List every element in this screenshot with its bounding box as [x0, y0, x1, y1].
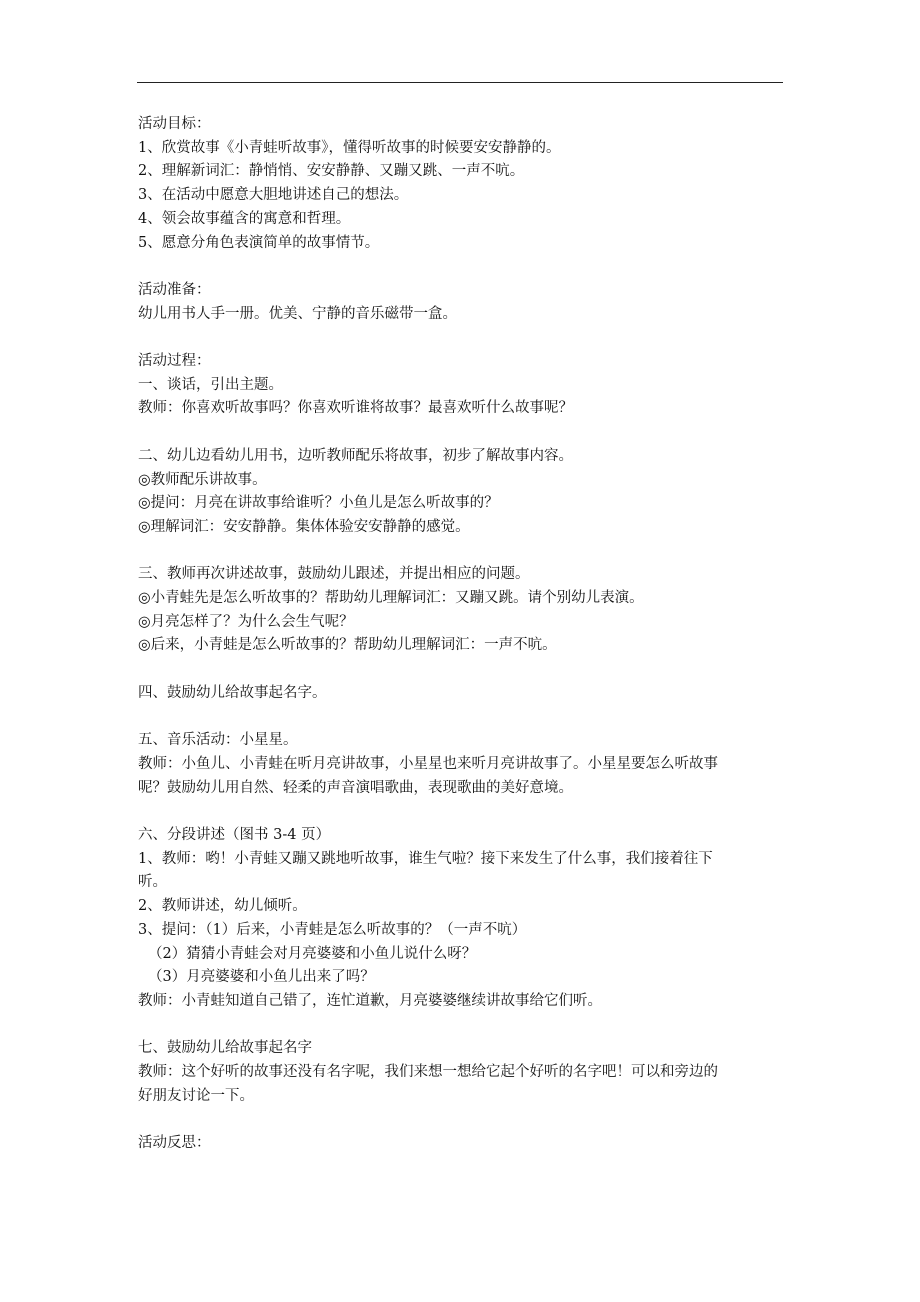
process-heading: 活动过程：	[138, 353, 211, 369]
spacer	[138, 540, 790, 564]
spacer	[138, 255, 790, 279]
goals-heading: 活动目标：	[138, 116, 211, 132]
prep-text: 幼儿用书人手一册。优美、宁静的音乐磁带一盒。	[138, 305, 457, 322]
step-line: ◎教师配乐讲故事。	[138, 471, 267, 488]
step-title: 四、鼓励幼儿给故事起名字。	[138, 684, 327, 701]
step-line: ◎理解词汇：安安静静。集体体验安安静静的感觉。	[138, 518, 470, 535]
step-title: 二、幼儿边看幼儿用书，边听教师配乐将故事，初步了解故事内容。	[138, 447, 573, 464]
step-line: 教师：小鱼儿、小青蛙在听月亮讲故事，小星星也来听月亮讲故事了。小星星要怎么听故事	[138, 755, 718, 772]
step-line: 好朋友讨论一下。	[138, 1087, 254, 1104]
step-line: 呢？鼓励幼儿用自然、轻柔的声音演唱歌曲，表现歌曲的美好意境。	[138, 779, 573, 796]
step-title: 六、分段讲述（图书 3-4 页）	[138, 826, 331, 843]
spacer	[138, 1108, 790, 1132]
goal-item: 5、愿意分角色表演简单的故事情节。	[138, 234, 380, 251]
step-line: 2、教师讲述，幼儿倾听。	[138, 898, 307, 915]
step-line: 3、提问：（1）后来，小青蛙是怎么听故事的？（一声不吭）	[138, 921, 527, 938]
step-title: 三、教师再次讲述故事，鼓励幼儿跟述，并提出相应的问题。	[138, 566, 530, 583]
document-body	[138, 113, 790, 1156]
spacer	[138, 800, 790, 824]
step-title: 一、谈话，引出主题。	[138, 376, 283, 393]
step-line: ◎小青蛙先是怎么听故事的？帮助幼儿理解词汇：又蹦又跳。请个别幼儿表演。	[138, 590, 644, 606]
header-rule	[137, 82, 783, 83]
step-line: 听。	[138, 874, 167, 891]
goal-item: 3、在活动中愿意大胆地讲述自己的想法。	[138, 187, 409, 204]
spacer	[138, 658, 790, 682]
step-line: 教师：你喜欢听故事吗？你喜欢听谁将故事？最喜欢听什么故事呢？	[138, 400, 573, 417]
goal-item: 4、领会故事蕴含的寓意和哲理。	[138, 210, 351, 227]
spacer	[138, 1014, 790, 1038]
prep-heading: 活动准备：	[138, 281, 211, 298]
step-title: 七、鼓励幼儿给故事起名字	[138, 1040, 312, 1057]
step-line: 教师：小青蛙知道自己错了，连忙道歉，月亮婆婆继续讲故事给它们听。	[138, 992, 602, 1009]
sub-question: （2）猜猜小青蛙会对月亮婆婆和小鱼儿说什么呀？	[148, 945, 477, 962]
step-line: 1、教师：哟！小青蛙又蹦又跳地听故事，谁生气啦？接下来发生了什么事，我们接着往下	[138, 850, 713, 867]
goal-item: 2、理解新词汇：静悄悄、安安静静、又蹦又跳、一声不吭。	[138, 163, 525, 180]
goal-item: 1、欣赏故事《小青蛙听故事》，懂得听故事的时候要安安静静的。	[138, 139, 561, 156]
spacer	[138, 326, 790, 350]
step-line: ◎后来，小青蛙是怎么听故事的？帮助幼儿理解词汇：一声不吭。	[138, 637, 557, 654]
step-line: ◎月亮怎样了？为什么会生气呢？	[138, 613, 354, 630]
step-line: 教师：这个好听的故事还没有名字呢，我们来想一想给它起个好听的名字吧！可以和旁边的	[138, 1064, 718, 1080]
step-line: ◎提问：月亮在讲故事给谁听？小鱼儿是怎么听故事的？	[138, 495, 499, 512]
spacer	[138, 706, 790, 730]
sub-question: （3）月亮婆婆和小鱼儿出来了吗？	[148, 969, 375, 986]
spacer	[138, 421, 790, 445]
step-title: 五、音乐活动：小星星。	[138, 732, 298, 749]
reflection-heading: 活动反思：	[138, 1135, 211, 1152]
